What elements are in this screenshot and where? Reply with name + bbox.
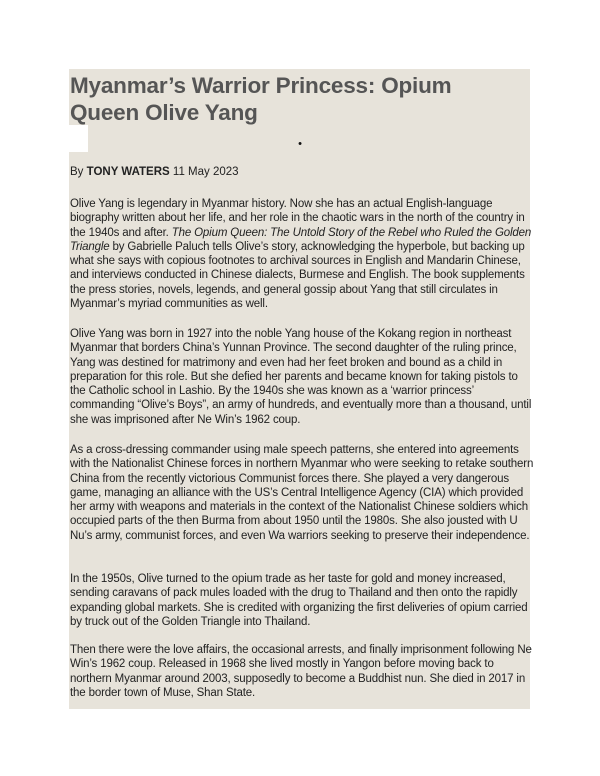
- paragraph-4: In the 1950s, Olive turned to the opium trade as her taste for gold and money increased, sending caravans of pack mules loaded with the drug to Thailand and then onto the rapidly expanding global markets. She is credited with organizing the first deliveries of opium carried by truck out of the Golden Triangle into Thailand.: [70, 573, 528, 628]
- book-title: The Opium Queen: The Untold Story of the Rebel who Ruled the Golden Triangle: [70, 226, 532, 253]
- paragraph-5: Then there were the love affairs, the occasional arrests, and finally imprisonment following Ne Win’s 1962 coup. Released in 1968 she lived mostly in Yangon before moving back to northern Myanmar around 2003, supposedly to become a Buddhist nun. She died in 2017 in the border town of Muse, Shan State.: [70, 644, 532, 699]
- paragraph-1-rest: by Gabrielle Paluch tells Olive’s story, acknowledging the hyperbole, but backing up what she says with copious footnotes to archival sources in English and Mandarin Chinese, and interviews conducted in Chinese dialects, Burmese and English. The book supplements the press stories, novels, legends, and general gossip about Yang that still circulates in Myanmar’s myriad communities as well.: [70, 240, 525, 311]
- bullet-marker: •: [298, 138, 302, 150]
- paragraph-1: [70, 197, 535, 311]
- publish-date: 11 May 2023: [169, 166, 239, 178]
- paragraph-3: As a cross-dressing commander using male speech patterns, she entered into agreements with the Nationalist Chinese forces in northern Myanmar who were seeking to retake southern China from the recently victorious Communist forces there. She played a very dangerous game, managing an alliance with the US’s Central Intelligence Agency (CIA) which provided her army with weapons and materials in the context of the Nationalist Chinese soldiers which occupied parts of the then Burma from about 1950 until the 1980s. She also jousted with U Nu’s army, communist forces, and even Wa warriors seeking to preserve their independence.: [70, 444, 534, 542]
- article-title: Myanmar’s Warrior Princess: Opium Queen Olive Yang: [70, 73, 452, 125]
- byline: [70, 165, 239, 179]
- byline-prefix: By: [70, 166, 87, 178]
- page-notch: [69, 125, 88, 152]
- paragraph-1-intro: Olive Yang is legendary in Myanmar history. Now she has an actual English-language biography written about her life, and her role in the chaotic wars in the north of the country in the 1940s and after.: [70, 198, 525, 239]
- paragraph-2: Olive Yang was born in 1927 into the noble Yang house of the Kokang region in northeast Myanmar that borders China’s Yunnan Province. The second daughter of the ruling prince, Yang was destined for matrimony and even had her feet broken and bound as a child in preparation for this role. But she defied her parents and became known for taking pistols to the Catholic school in Lashio. By the 1940s she was known as a ‘warrior princess’ commanding “Olive’s Boys”, an army of hundreds, and eventually more than a thousand, until she was imprisoned after Ne Win’s 1962 coup.: [70, 328, 532, 426]
- author-name[interactable]: TONY WATERS: [86, 166, 170, 178]
